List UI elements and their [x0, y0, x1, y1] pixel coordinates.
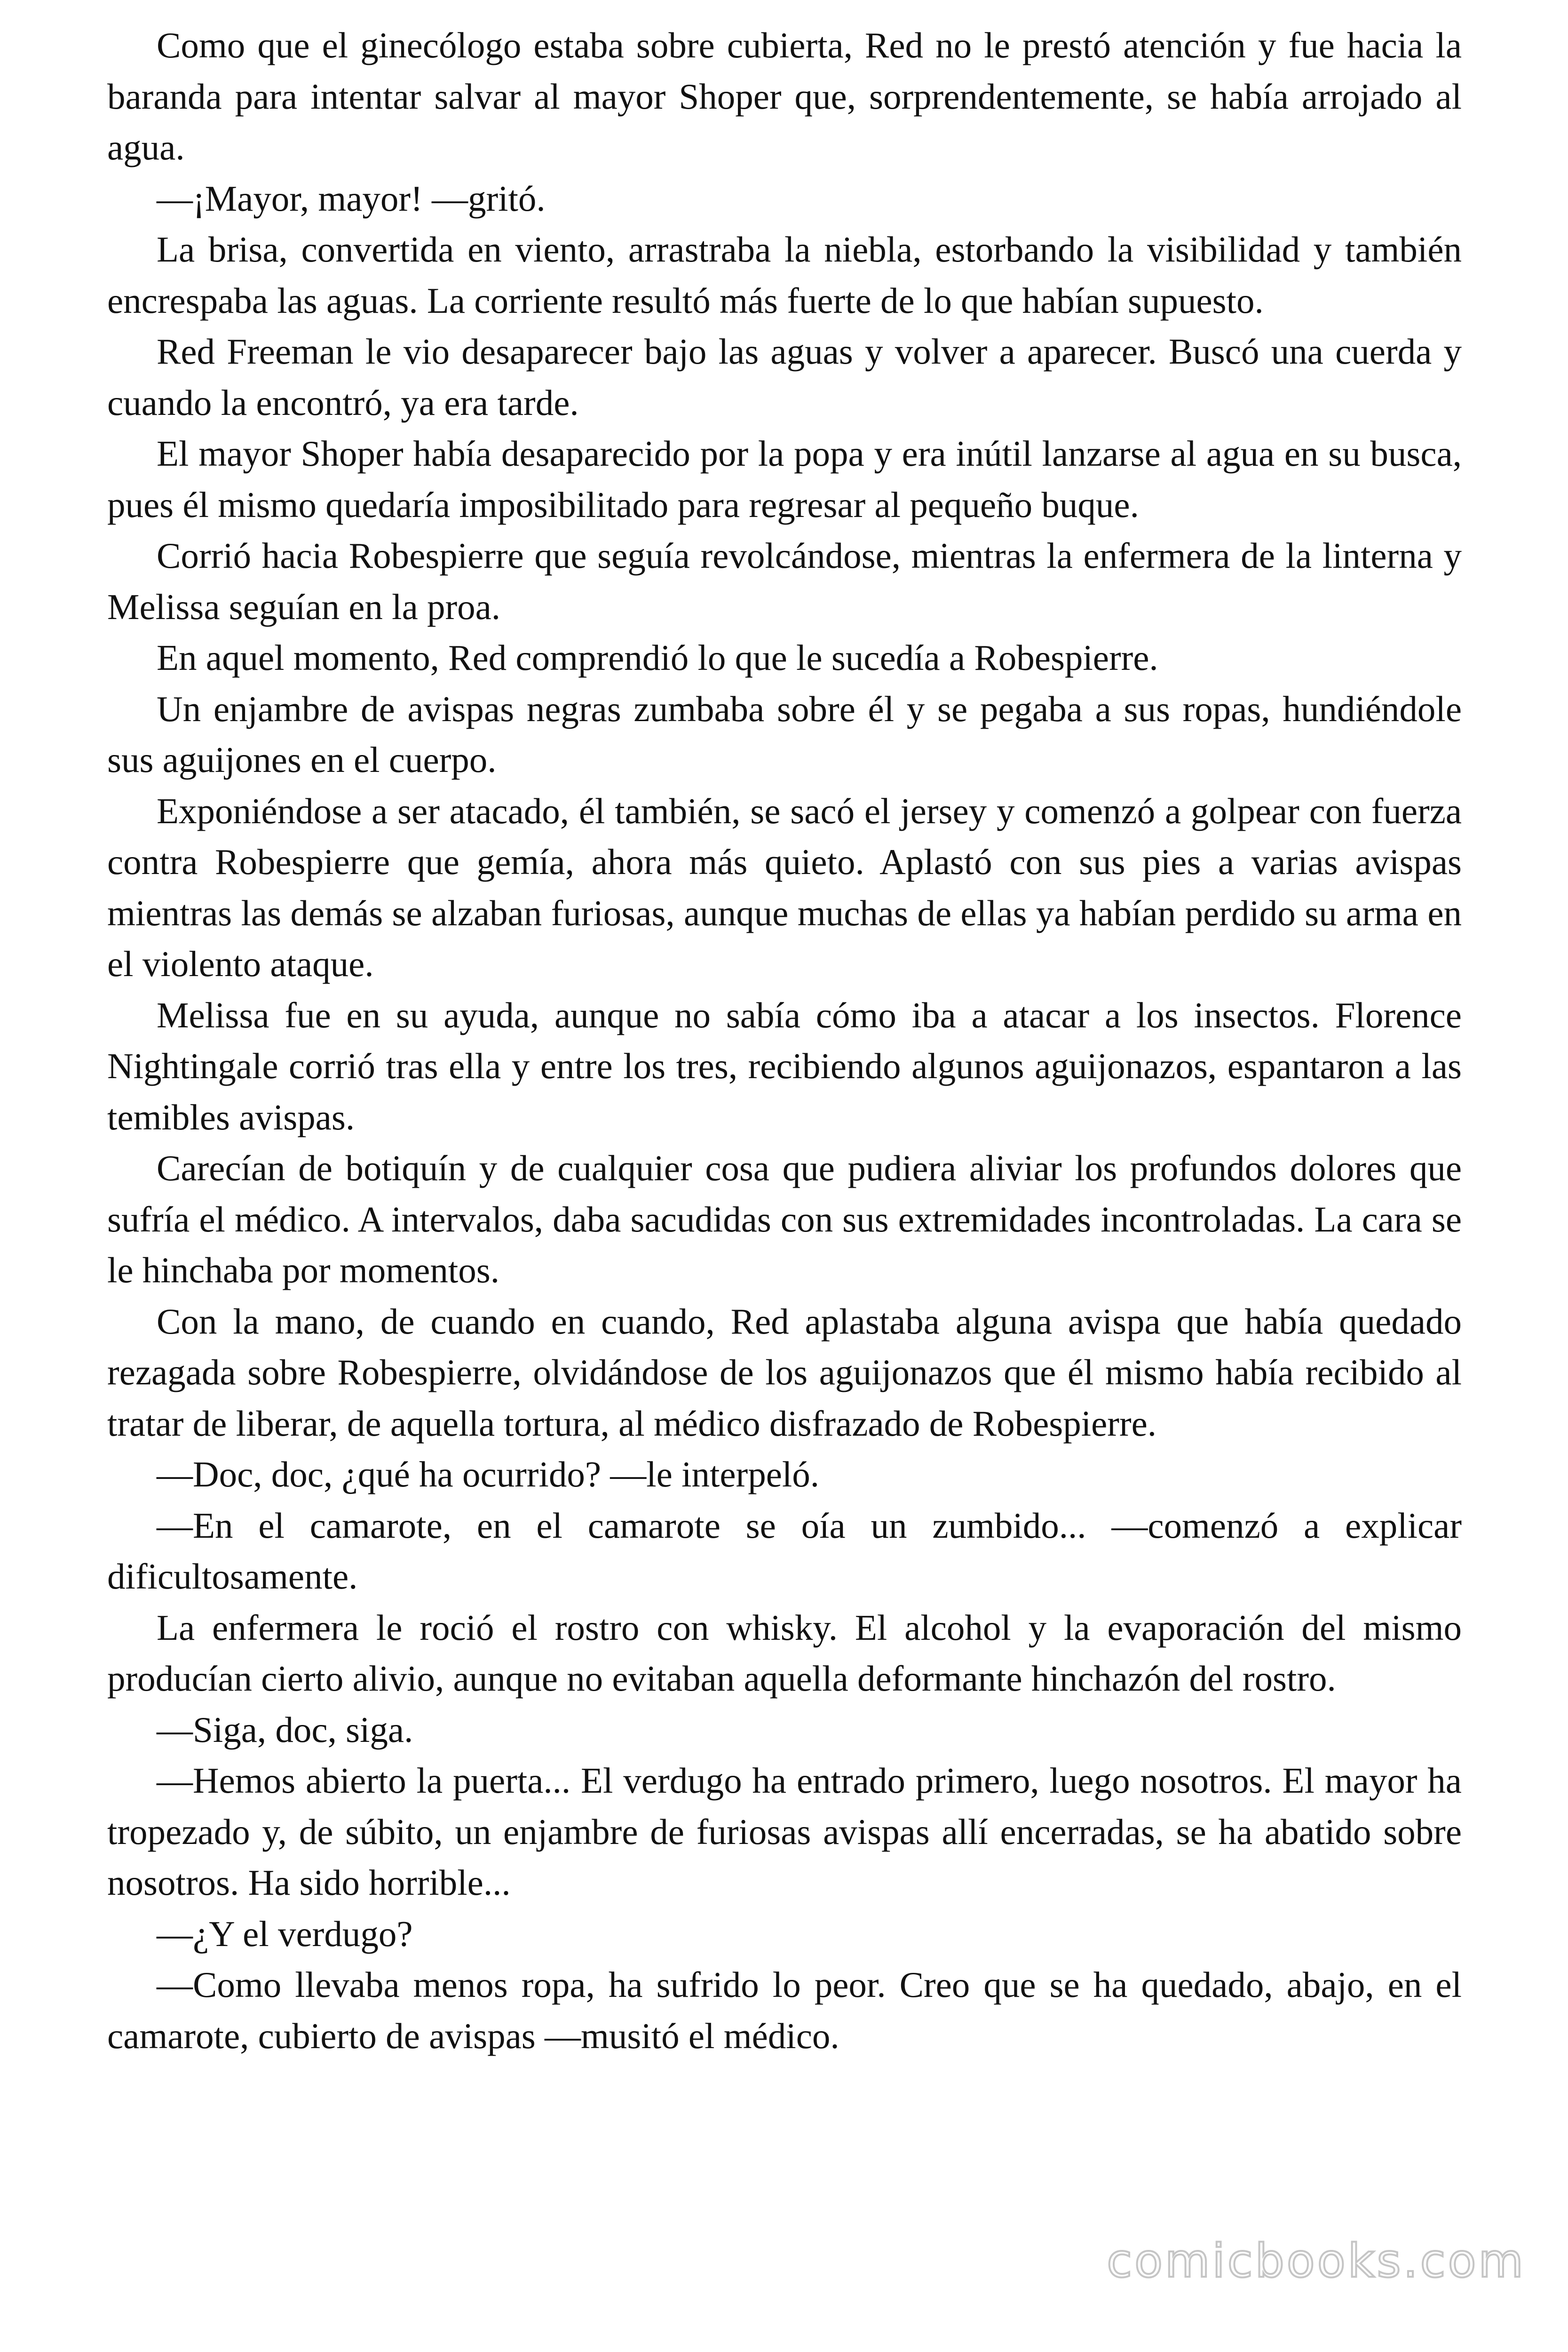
paragraph: —Hemos abierto la puerta... El verdugo ha entrado primero, luego nosotros. El mayor ha tropezado y, de súbito, un enjambre de furiosas avispas allí encerradas, se ha abatido sobre nosotros. Ha sido horrible...	[107, 1760, 1462, 1903]
paragraph: El mayor Shoper había desaparecido por la popa y era inútil lanzarse al agua en su busca, pues él mismo quedaría imposibilitado para regresar al pequeño buque.	[107, 433, 1462, 525]
watermark-logo: comicbooks.com	[1107, 2234, 1526, 2288]
paragraph: —¿Y el verdugo?	[157, 1913, 413, 1954]
paragraph: En aquel momento, Red comprendió lo que le sucedía a Robespierre.	[157, 637, 1158, 678]
paragraph: Un enjambre de avispas negras zumbaba sobre él y se pegaba a sus ropas, hundiéndole sus aguijones en el cuerpo.	[107, 688, 1462, 780]
paragraph: —Como llevaba menos ropa, ha sufrido lo peor. Creo que se ha quedado, abajo, en el camarote, cubierto de avispas —musitó el médico.	[107, 1964, 1462, 2056]
paragraph: La brisa, convertida en viento, arrastraba la niebla, estorbando la visibilidad y también encrespaba las aguas. La corriente resultó más fuerte de lo que habían supuesto.	[107, 229, 1462, 321]
paragraph: Exponiéndose a ser atacado, él también, se sacó el jersey y comenzó a golpear con fuerza contra Robespierre que gemía, ahora más quieto. Aplastó con sus pies a varias avispas mientras las demás se alzaban furiosas, aunque muchas de ellas ya habían perdido su arma en el violento ataque.	[107, 790, 1462, 984]
body-text	[107, 20, 1462, 2061]
paragraph: —Doc, doc, ¿qué ha ocurrido? —le interpeló.	[157, 1454, 820, 1494]
paragraph: Melissa fue en su ayuda, aunque no sabía cómo iba a atacar a los insectos. Florence Nightingale corrió tras ella y entre los tres, recibiendo algunos aguijonazos, espantaron a las temibles avispas.	[107, 994, 1462, 1137]
paragraph: La enfermera le roció el rostro con whisky. El alcohol y la evaporación del mismo producían cierto alivio, aunque no evitaban aquella deformante hinchazón del rostro.	[107, 1607, 1462, 1699]
paragraph: —En el camarote, en el camarote se oía un zumbido... —comenzó a explicar dificultosamente.	[107, 1505, 1462, 1597]
paragraph: Como que el ginecólogo estaba sobre cubierta, Red no le prestó atención y fue hacia la baranda para intentar salvar al mayor Shoper que, sorprendentemente, se había arrojado al agua.	[107, 25, 1462, 167]
paragraph: —¡Mayor, mayor! —gritó.	[157, 178, 546, 219]
paragraph: Con la mano, de cuando en cuando, Red aplastaba alguna avispa que había quedado rezagada sobre Robespierre, olvidándose de los aguijonazos que él mismo había recibido al tratar de liberar, de aquella tortura, al médico disfrazado de Robespierre.	[107, 1301, 1462, 1444]
paragraph: —Siga, doc, siga.	[157, 1709, 413, 1750]
paragraph: Red Freeman le vio desaparecer bajo las aguas y volver a aparecer. Buscó una cuerda y cuando la encontró, ya era tarde.	[107, 331, 1462, 423]
paragraph: Carecían de botiquín y de cualquier cosa que pudiera aliviar los profundos dolores que sufría el médico. A intervalos, daba sacudidas con sus extremidades incontroladas. La cara se le hinchaba por momentos.	[107, 1148, 1462, 1290]
paragraph: Corrió hacia Robespierre que seguía revolcándose, mientras la enfermera de la linterna y Melissa seguían en la proa.	[107, 535, 1462, 627]
